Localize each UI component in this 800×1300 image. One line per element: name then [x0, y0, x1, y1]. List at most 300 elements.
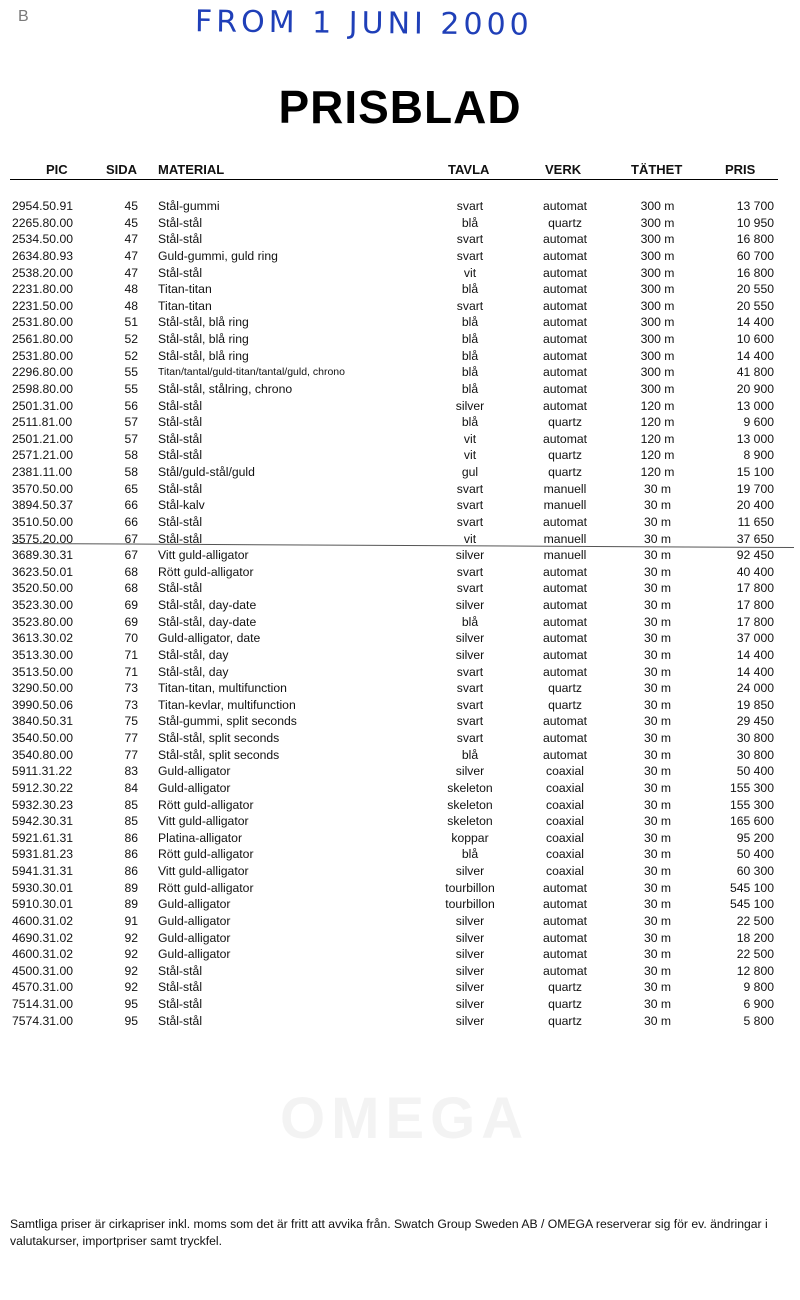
- omega-watermark: OMEGA: [280, 1086, 530, 1151]
- table-row: [0, 431, 800, 448]
- cell-verk: automat: [542, 714, 588, 729]
- cell-tathet: 30 m: [643, 731, 672, 745]
- cell-tavla: svart: [456, 564, 484, 579]
- table-row: [0, 215, 800, 232]
- header-tathet: TÄTHET: [631, 162, 683, 177]
- table-row: [0, 863, 800, 880]
- cell-sida: 47: [124, 265, 138, 280]
- cell-sida: 71: [124, 647, 138, 662]
- cell-sida: 52: [124, 332, 138, 346]
- cell-verk: quartz: [548, 997, 582, 1011]
- cell-pic: 3520.50.00: [12, 581, 73, 596]
- table-row: [0, 497, 800, 514]
- cell-tavla: svart: [456, 298, 484, 313]
- cell-tathet: 30 m: [643, 997, 672, 1011]
- cell-tavla: vit: [463, 265, 477, 280]
- cell-tavla: gul: [461, 465, 479, 479]
- cell-tavla: svart: [456, 664, 484, 679]
- cell-material: Guld-alligator: [158, 897, 231, 912]
- cell-tathet: 30 m: [643, 913, 672, 928]
- cell-pris: 24 000: [736, 681, 774, 696]
- cell-pic: 3513.30.00: [12, 647, 73, 662]
- cell-tathet: 30 m: [643, 514, 672, 529]
- cell-tathet: 300 m: [640, 248, 675, 263]
- cell-tathet: 30 m: [643, 830, 672, 845]
- cell-verk: coaxial: [546, 830, 584, 845]
- cell-pic: 2531.80.00: [12, 315, 73, 330]
- table-row: [0, 281, 800, 298]
- cell-tathet: 30 m: [643, 664, 672, 679]
- cell-tathet: 30 m: [643, 980, 672, 995]
- cell-tavla: blå: [461, 747, 479, 762]
- cell-pic: 3570.50.00: [12, 481, 73, 496]
- cell-sida: 69: [124, 614, 138, 629]
- cell-pic: 2265.80.00: [12, 215, 73, 230]
- table-row: [0, 364, 800, 381]
- cell-pris: 30 800: [736, 747, 774, 762]
- cell-pris: 50 400: [736, 847, 774, 862]
- cell-pris: 545 100: [729, 880, 774, 895]
- cell-tathet: 30 m: [643, 598, 672, 612]
- cell-sida: 67: [124, 531, 138, 546]
- cell-verk: coaxial: [546, 864, 584, 878]
- cell-material: Stål-stål, split seconds: [158, 731, 280, 745]
- cell-verk: automat: [542, 930, 588, 945]
- table-row: [0, 514, 800, 531]
- cell-sida: 73: [124, 697, 138, 712]
- cell-tathet: 300 m: [640, 315, 675, 330]
- table-row: [0, 597, 800, 614]
- cell-pris: 15 100: [736, 465, 774, 479]
- table-row: [0, 896, 800, 913]
- cell-pris: 22 500: [736, 913, 774, 928]
- cell-material: Stål-stål: [158, 997, 203, 1011]
- cell-tavla: svart: [456, 581, 484, 596]
- cell-pic: 3510.50.00: [12, 514, 73, 529]
- table-row: [0, 697, 800, 714]
- table-row: [0, 647, 800, 664]
- cell-sida: 91: [124, 913, 138, 928]
- cell-sida: 92: [124, 930, 138, 945]
- cell-sida: 58: [124, 448, 138, 463]
- cell-tathet: 30 m: [643, 498, 672, 513]
- cell-sida: 68: [124, 564, 138, 579]
- cell-pris: 22 500: [736, 947, 774, 962]
- cell-tathet: 300 m: [640, 348, 675, 363]
- cell-pic: 3613.30.02: [12, 631, 73, 646]
- cell-pris: 155 300: [729, 780, 774, 795]
- cell-material: Stål-stål: [158, 448, 203, 463]
- cell-pic: 3623.50.01: [12, 564, 73, 579]
- cell-material: Stål-stål: [158, 1013, 203, 1028]
- cell-material: Stål-stål: [158, 431, 203, 446]
- cell-material: Vitt guld-alligator: [158, 814, 249, 829]
- cell-pris: 11 650: [737, 514, 774, 529]
- cell-pic: 3523.30.00: [12, 598, 73, 612]
- cell-tavla: svart: [456, 714, 484, 729]
- cell-pic: 3575.20.00: [12, 531, 73, 546]
- cell-pic: 2231.50.00: [12, 298, 73, 313]
- cell-material: Guld-alligator: [158, 764, 231, 779]
- cell-pic: 3290.50.00: [12, 681, 73, 696]
- cell-pic: 4570.31.00: [12, 980, 73, 995]
- cell-tavla: skeleton: [447, 797, 493, 812]
- cell-tavla: svart: [456, 248, 484, 263]
- cell-pris: 6 900: [743, 997, 774, 1011]
- table-row: [0, 414, 800, 431]
- cell-sida: 84: [124, 780, 138, 795]
- cell-verk: automat: [542, 265, 588, 280]
- cell-verk: automat: [542, 381, 588, 396]
- cell-pris: 165 600: [729, 814, 774, 829]
- cell-verk: automat: [542, 564, 588, 579]
- cell-pic: 4600.31.02: [12, 913, 73, 928]
- table-row: [0, 763, 800, 780]
- cell-tathet: 300 m: [640, 381, 675, 396]
- cell-verk: automat: [542, 963, 588, 978]
- cell-pris: 18 200: [736, 930, 774, 945]
- cell-pris: 92 450: [736, 548, 774, 563]
- cell-verk: quartz: [548, 215, 582, 230]
- cell-pris: 19 850: [736, 697, 774, 712]
- header-tavla: TAVLA: [448, 162, 490, 177]
- cell-sida: 83: [124, 764, 138, 779]
- cell-sida: 66: [124, 498, 138, 513]
- cell-verk: automat: [542, 232, 588, 247]
- cell-pic: 2954.50.91: [12, 199, 73, 213]
- cell-tavla: silver: [455, 647, 485, 662]
- cell-pris: 20 550: [736, 282, 774, 297]
- cell-pic: 2381.11.00: [12, 465, 73, 479]
- cell-tavla: svart: [456, 481, 484, 496]
- cell-pic: 2531.80.00: [12, 348, 73, 363]
- table-row: [0, 1013, 800, 1030]
- cell-pris: 16 800: [736, 232, 774, 247]
- table-row: [0, 381, 800, 398]
- cell-material: Stål-stål, blå ring: [158, 332, 249, 346]
- cell-pris: 8 900: [743, 448, 774, 463]
- cell-tavla: silver: [455, 764, 485, 779]
- cell-verk: automat: [542, 431, 588, 446]
- cell-verk: automat: [542, 332, 588, 346]
- cell-sida: 57: [124, 415, 138, 430]
- table-row: [0, 547, 800, 564]
- cell-sida: 57: [124, 431, 138, 446]
- cell-tavla: silver: [455, 864, 485, 878]
- cell-material: Titan-titan, multifunction: [158, 681, 287, 696]
- cell-sida: 70: [124, 631, 138, 646]
- cell-verk: automat: [542, 947, 588, 962]
- cell-sida: 73: [124, 681, 138, 696]
- cell-tavla: blå: [461, 614, 479, 629]
- cell-material: Stål-stål, day: [158, 664, 229, 679]
- table-row: [0, 614, 800, 631]
- cell-tathet: 30 m: [643, 897, 672, 912]
- cell-verk: automat: [542, 913, 588, 928]
- cell-tavla: skeleton: [447, 780, 493, 795]
- cell-verk: automat: [542, 298, 588, 313]
- cell-material: Rött guld-alligator: [158, 847, 254, 862]
- cell-tathet: 30 m: [643, 797, 672, 812]
- cell-pic: 5912.30.22: [12, 780, 73, 795]
- cell-pris: 13 000: [736, 431, 774, 446]
- cell-pris: 19 700: [736, 481, 774, 496]
- table-header: [0, 162, 800, 180]
- cell-tathet: 30 m: [643, 880, 672, 895]
- cell-verk: automat: [542, 747, 588, 762]
- cell-sida: 68: [124, 581, 138, 596]
- cell-verk: automat: [542, 897, 588, 912]
- cell-tavla: silver: [455, 947, 485, 962]
- cell-sida: 51: [124, 315, 138, 330]
- cell-tathet: 300 m: [640, 282, 675, 297]
- cell-tathet: 120 m: [640, 431, 675, 446]
- cell-verk: manuell: [543, 531, 587, 546]
- cell-tavla: silver: [455, 913, 485, 928]
- table-row: [0, 780, 800, 797]
- cell-pic: 2571.21.00: [12, 448, 73, 463]
- cell-tathet: 300 m: [640, 365, 675, 380]
- cell-material: Stål-stål, blå ring: [158, 348, 249, 363]
- cell-tathet: 30 m: [643, 930, 672, 945]
- cell-tavla: tourbillon: [445, 880, 495, 895]
- cell-material: Stål-gummi, split seconds: [158, 714, 297, 729]
- table-row: [0, 979, 800, 996]
- cell-tathet: 30 m: [643, 814, 672, 829]
- cell-material: Platina-alligator: [158, 830, 243, 845]
- table-row: [0, 630, 800, 647]
- cell-sida: 85: [124, 797, 138, 812]
- cell-pris: 9 600: [743, 415, 774, 430]
- cell-material: Titan/tantal/guld-titan/tantal/guld, chrono: [158, 366, 345, 379]
- cell-tavla: blå: [461, 348, 479, 363]
- table-row: [0, 813, 800, 830]
- cell-material: Vitt guld-alligator: [158, 864, 249, 878]
- cell-material: Stål-gummi: [158, 199, 220, 213]
- cell-tathet: 120 m: [640, 415, 675, 430]
- cell-tathet: 30 m: [643, 531, 672, 546]
- cell-tathet: 30 m: [643, 681, 672, 696]
- cell-sida: 89: [124, 897, 138, 912]
- cell-material: Vitt guld-alligator: [158, 548, 249, 563]
- cell-pris: 13 000: [736, 398, 774, 413]
- cell-pic: 5910.30.01: [12, 897, 73, 912]
- cell-pic: 3840.50.31: [12, 714, 73, 729]
- table-row: [0, 248, 800, 265]
- cell-pris: 37 000: [736, 631, 774, 646]
- price-table-body: [0, 198, 800, 1029]
- cell-tavla: svart: [456, 731, 484, 745]
- cell-pic: 2538.20.00: [12, 265, 73, 280]
- cell-material: Stål-kalv: [158, 498, 205, 513]
- table-row: [0, 747, 800, 764]
- cell-material: Guld-alligator, date: [158, 631, 261, 646]
- cell-tavla: silver: [455, 598, 485, 612]
- cell-material: Stål-stål, day-date: [158, 614, 257, 629]
- cell-tavla: vit: [463, 531, 477, 546]
- cell-tavla: silver: [455, 548, 485, 563]
- corner-mark: B: [18, 8, 29, 25]
- cell-sida: 77: [124, 747, 138, 762]
- cell-tathet: 120 m: [640, 448, 675, 463]
- cell-sida: 92: [124, 963, 138, 978]
- cell-tathet: 30 m: [643, 947, 672, 962]
- cell-material: Stål-stål: [158, 398, 203, 413]
- cell-verk: coaxial: [546, 797, 584, 812]
- cell-tathet: 30 m: [643, 647, 672, 662]
- cell-sida: 48: [124, 298, 138, 313]
- cell-tathet: 30 m: [643, 564, 672, 579]
- table-row: [0, 730, 800, 747]
- cell-pris: 20 550: [736, 298, 774, 313]
- table-row: [0, 464, 800, 481]
- cell-pris: 10 950: [736, 215, 774, 230]
- cell-sida: 92: [124, 947, 138, 962]
- cell-pic: 4690.31.02: [12, 930, 73, 945]
- cell-pic: 5932.30.23: [12, 797, 73, 812]
- cell-pris: 60 300: [736, 864, 774, 878]
- cell-verk: automat: [542, 731, 588, 745]
- cell-pic: 2501.31.00: [12, 398, 73, 413]
- cell-material: Rött guld-alligator: [158, 880, 254, 895]
- cell-pic: 3990.50.06: [12, 697, 73, 712]
- cell-pic: 5911.31.22: [12, 764, 73, 779]
- cell-pris: 14 400: [736, 315, 774, 330]
- cell-verk: automat: [542, 631, 588, 646]
- cell-tavla: vit: [463, 431, 477, 446]
- cell-tathet: 30 m: [643, 697, 672, 712]
- cell-tathet: 120 m: [640, 465, 675, 479]
- cell-pic: 3689.30.31: [12, 548, 73, 563]
- header-divider: [10, 179, 778, 180]
- header-material: MATERIAL: [158, 162, 225, 177]
- cell-sida: 69: [124, 598, 138, 612]
- cell-verk: automat: [542, 581, 588, 596]
- cell-pris: 29 450: [736, 714, 774, 729]
- table-row: [0, 713, 800, 730]
- cell-tavla: svart: [456, 498, 484, 513]
- cell-verk: manuell: [543, 548, 587, 563]
- cell-verk: manuell: [543, 481, 587, 496]
- cell-tavla: blå: [461, 282, 479, 297]
- cell-tathet: 30 m: [643, 847, 672, 862]
- cell-tavla: skeleton: [447, 814, 493, 829]
- cell-verk: manuell: [543, 498, 587, 513]
- cell-material: Stål-stål: [158, 514, 203, 529]
- cell-verk: automat: [542, 647, 588, 662]
- cell-material: Guld-alligator: [158, 930, 231, 945]
- cell-sida: 71: [124, 664, 138, 679]
- cell-pris: 20 900: [736, 381, 774, 396]
- cell-sida: 65: [124, 481, 138, 496]
- cell-tavla: svart: [456, 514, 484, 529]
- cell-verk: quartz: [548, 465, 582, 479]
- cell-pic: 3540.80.00: [12, 747, 73, 762]
- table-row: [0, 946, 800, 963]
- cell-pic: 2511.81.00: [12, 415, 73, 430]
- cell-tathet: 300 m: [640, 232, 675, 247]
- cell-pic: 3894.50.37: [12, 498, 73, 513]
- table-row: [0, 580, 800, 597]
- cell-sida: 92: [124, 980, 138, 995]
- cell-verk: coaxial: [546, 814, 584, 829]
- cell-tavla: silver: [455, 1013, 485, 1028]
- cell-tavla: blå: [461, 381, 479, 396]
- cell-material: Stål-stål: [158, 232, 203, 247]
- cell-tathet: 300 m: [640, 332, 675, 346]
- cell-tathet: 30 m: [643, 780, 672, 795]
- cell-sida: 47: [124, 248, 138, 263]
- cell-sida: 45: [124, 215, 138, 230]
- cell-sida: 45: [124, 199, 138, 213]
- cell-verk: quartz: [548, 415, 582, 430]
- cell-tavla: blå: [461, 365, 479, 380]
- cell-material: Guld-alligator: [158, 913, 231, 928]
- cell-pic: 4500.31.00: [12, 963, 73, 978]
- cell-material: Guld-alligator: [158, 780, 231, 795]
- cell-tavla: svart: [456, 697, 484, 712]
- table-row: [0, 830, 800, 847]
- cell-tathet: 120 m: [640, 398, 675, 413]
- cell-material: Stål-stål: [158, 415, 203, 430]
- cell-tavla: svart: [456, 199, 484, 213]
- cell-material: Stål-stål: [158, 265, 203, 280]
- cell-pic: 2534.50.00: [12, 232, 73, 247]
- table-row: [0, 447, 800, 464]
- cell-tathet: 30 m: [643, 714, 672, 729]
- cell-sida: 47: [124, 232, 138, 247]
- cell-tavla: silver: [455, 980, 485, 995]
- cell-pic: 5930.30.01: [12, 880, 73, 895]
- cell-sida: 77: [124, 731, 138, 745]
- cell-verk: automat: [542, 398, 588, 413]
- cell-sida: 52: [124, 348, 138, 363]
- cell-pris: 10 600: [736, 332, 774, 346]
- table-row: [0, 265, 800, 282]
- cell-sida: 48: [124, 282, 138, 297]
- cell-verk: quartz: [548, 1013, 582, 1028]
- cell-material: Titan-titan: [158, 282, 212, 297]
- cell-tavla: tourbillon: [445, 897, 495, 912]
- footer-disclaimer: Samtliga priser är cirkapriser inkl. moms som det är fritt att avvika från. Swatch Group Sweden AB / OMEGA reserverar sig för ev. ändringar i valutakurser, importpriser samt tryckfel.: [10, 1217, 768, 1248]
- cell-verk: automat: [542, 199, 588, 213]
- cell-tavla: koppar: [451, 830, 489, 845]
- cell-material: Stål-stål: [158, 581, 203, 596]
- table-row: [0, 680, 800, 697]
- cell-tavla: silver: [455, 963, 485, 978]
- cell-sida: 75: [124, 714, 138, 729]
- cell-material: Stål-stål, day-date: [158, 598, 257, 612]
- table-row: [0, 564, 800, 581]
- cell-pris: 545 100: [729, 897, 774, 912]
- cell-material: Stål-stål, blå ring: [158, 315, 249, 330]
- cell-pris: 9 800: [743, 980, 774, 995]
- table-row: [0, 913, 800, 930]
- cell-material: Rött guld-alligator: [158, 564, 254, 579]
- cell-material: Guld-alligator: [158, 947, 231, 962]
- cell-sida: 55: [124, 365, 138, 380]
- cell-verk: quartz: [548, 980, 582, 995]
- cell-verk: quartz: [548, 448, 582, 463]
- cell-pic: 3523.80.00: [12, 614, 73, 629]
- cell-pic: 2634.80.93: [12, 248, 73, 263]
- cell-pic: 3513.50.00: [12, 664, 73, 679]
- cell-tathet: 30 m: [643, 614, 672, 629]
- cell-pic: 7574.31.00: [12, 1013, 73, 1028]
- cell-verk: automat: [542, 315, 588, 330]
- header-sida: SIDA: [106, 162, 138, 177]
- cell-pris: 30 800: [736, 731, 774, 745]
